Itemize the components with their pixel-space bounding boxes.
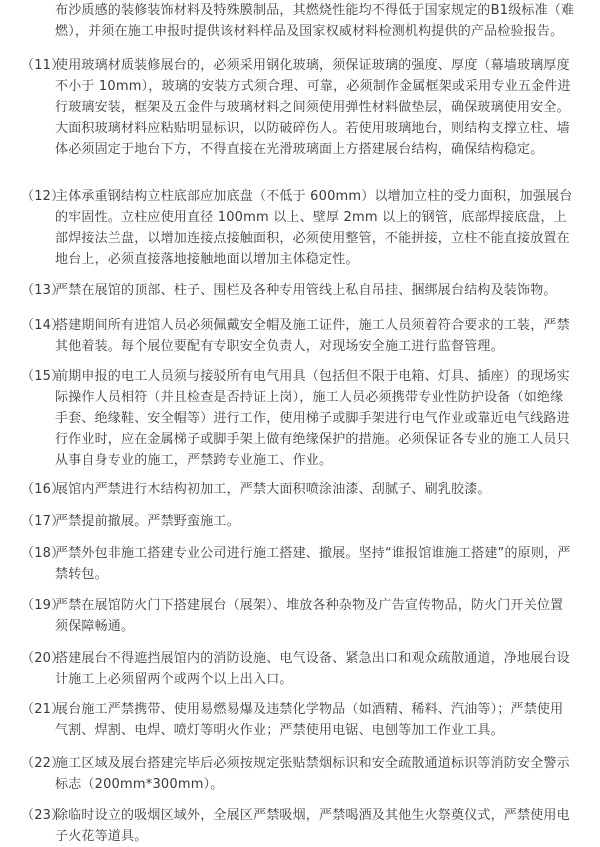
item-text: 除临时设立的吸烟区域外，全展区严禁吸烟，严禁喝酒及其他生火祭奠仪式，严禁使用电子火花等道具。 bbox=[55, 808, 570, 844]
item-text: 搭建期间所有进馆人员必须佩戴安全帽及施工证件，施工人员须着符合要求的工装，严禁其他着装。每个展位要配有专职安全负责人，对现场安全施工进行监督管理。 bbox=[55, 318, 570, 354]
item-text: 严禁在展馆的顶部、柱子、围栏及各种专用管线上私自吊挂、捆绑展台结构及装饰物。 bbox=[55, 283, 557, 298]
item-number: （13） bbox=[21, 283, 65, 298]
item-number: （15） bbox=[21, 369, 65, 384]
item-number: （18） bbox=[21, 546, 65, 561]
item-number: （14） bbox=[21, 318, 65, 333]
list-item bbox=[21, 595, 581, 637]
list-item bbox=[21, 699, 581, 741]
item-text: 展馆内严禁进行木结构初加工，严禁大面积喷涂油漆、刮腻子、刷乳胶漆。 bbox=[55, 482, 491, 497]
item-number: （17） bbox=[21, 514, 65, 529]
item-number: （23） bbox=[21, 808, 65, 823]
list-item bbox=[21, 648, 581, 690]
list-item bbox=[21, 805, 581, 847]
item-text: 严禁提前撤展。严禁野蛮施工。 bbox=[55, 514, 240, 529]
item-number: （22） bbox=[21, 756, 65, 771]
list-item bbox=[21, 479, 581, 500]
list-item bbox=[21, 55, 581, 160]
item-text: 展台施工严禁携带、使用易燃易爆及违禁化学物品（如酒精、稀料、汽油等）；严禁使用气割、焊割、电焊、喷灯等明火作业；严禁使用电锯、电刨等加工作业工具。 bbox=[55, 702, 564, 738]
intro-paragraph: 布沙质感的装修装饰材料及特殊膜制品，其燃烧性能均不得低于国家规定的B1级标准（难燃），并须在施工申报时提供该材料样品及国家权威材料检测机构提供的产品检验报告。 bbox=[55, 3, 575, 39]
item-text: 施工区域及展台搭建完毕后必须按规定张贴禁烟标识和安全疏散通道标识等消防安全警示标志（200mm*300mm）。 bbox=[55, 756, 570, 792]
list-item bbox=[21, 315, 581, 357]
item-number: （21） bbox=[21, 702, 65, 717]
item-number: （16） bbox=[21, 482, 65, 497]
item-text: 使用玻璃材质装修展台的，必须采用钢化玻璃，须保证玻璃的强度、厚度（幕墙玻璃厚度不小于 10mm），玻璃的安装方式须合理、可靠，必须制作金属框架或采用专业五金件进行玻璃安装，框架及五金件与玻璃材料之间须使用弹性材料做垫层，确保玻璃使用安全。大面积玻璃材料应粘贴明显标识，以防破碎伤人。若使用玻璃地台，则结构支撑立柱、墙体必须固定于地台下方，不得直接在光滑玻璃面上方搭建展台结构，确保结构稳定。 bbox=[55, 58, 571, 157]
list-item bbox=[21, 511, 581, 532]
item-number: （12） bbox=[21, 189, 65, 204]
item-number: （20） bbox=[21, 651, 65, 666]
item-text: 主体承重钢结构立柱底部应加底盘（不低于 600mm）以增加立柱的受力面积，加强展台的牢固性。立柱应使用直径 100mm 以上、壁厚 2mm 以上的钢管，底部焊接底盘，上部焊接法兰盘，以增加连接点接触面积，必须使用整管，不能拼接，立柱不能直接放置在地台上，必须直接落地接触地面以增加主体稳定性。 bbox=[55, 189, 573, 267]
list-item bbox=[21, 753, 581, 795]
list-item bbox=[21, 543, 581, 585]
item-text: 严禁外包非施工搭建专业公司进行施工搭建、撤展。坚持“谁报馆谁施工搭建”的原则，严禁转包。 bbox=[55, 546, 571, 582]
item-number: （19） bbox=[21, 598, 65, 613]
list-item bbox=[21, 366, 581, 471]
item-text: 严禁在展馆防火门下搭建展台（展架）、堆放各种杂物及广告宣传物品，防火门开关位置须保障畅通。 bbox=[55, 598, 564, 634]
item-text: 前期申报的电工人员须与接驳所有电气用具（包括但不限于电箱、灯具、插座）的现场实际操作人员相符（并且检查是否持证上岗），施工人员必须携带专业性防护设备（如绝缘手套、绝缘鞋、安全帽等）进行工作，使用梯子或脚手架进行电气作业或靠近电气线路进行作业时，应在金属梯子或脚手架上做有绝缘保护的措施。必须保证各专业的施工人员只从事自身专业的施工，严禁跨专业施工、作业。 bbox=[55, 369, 570, 468]
item-number: （11） bbox=[21, 58, 65, 73]
item-text: 搭建展台不得遮挡展馆内的消防设施、电气设备、紧急出口和观众疏散通道，净地展台设计施工上必须留两个或两个以上出入口。 bbox=[55, 651, 570, 687]
list-item bbox=[21, 186, 581, 270]
list-item bbox=[21, 280, 581, 301]
